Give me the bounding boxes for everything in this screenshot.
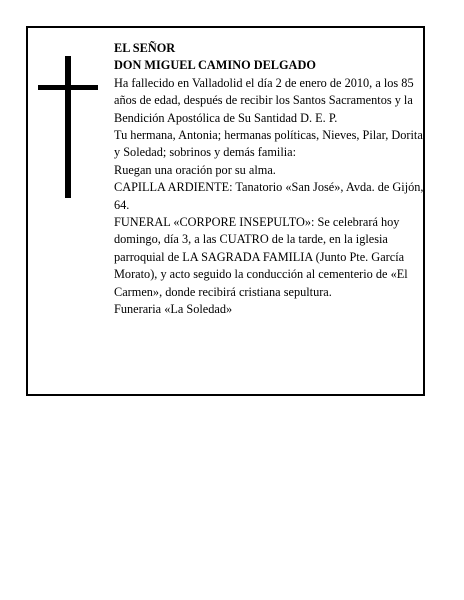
deceased-name: DON MIGUEL CAMINO DELGADO xyxy=(114,58,316,73)
notice-paragraph-funeral-home: Funeraria «La Soledad» xyxy=(114,302,233,317)
notice-paragraph-funeral: FUNERAL «CORPORE INSEPULTO»: Se celebrará hoy domingo, día 3, a las CUATRO de la tarde, en la iglesia parroquial de LA SAGRADA FAMILIA (Junto Pte. García Morato), y acto seguido la conducción al cementerio de «El Carmen», donde recibirá cristiana sepultura. xyxy=(114,215,408,299)
notice-paragraph-prayer: Ruegan una oración por su alma. xyxy=(114,162,276,177)
notice-title: EL SEÑOR xyxy=(114,41,176,55)
notice-text xyxy=(114,40,426,319)
notice-paragraph-chapel: CAPILLA ARDIENTE: Tanatorio «San José», Avda. de Gijón, 64. xyxy=(114,180,424,212)
notice-paragraph-family: Tu hermana, Antonia; hermanas políticas, Nieves, Pilar, Dorita y Soledad; sobrinos y demás familia: xyxy=(114,128,423,160)
obituary-notice xyxy=(26,26,425,396)
notice-paragraph-death: Ha fallecido en Valladolid el día 2 de enero de 2010, a los 85 años de edad, después de recibir los Santos Sacramentos y la Bendición Apostólica de Su Santidad D. E. P. xyxy=(114,75,414,125)
cross-icon xyxy=(38,56,98,198)
